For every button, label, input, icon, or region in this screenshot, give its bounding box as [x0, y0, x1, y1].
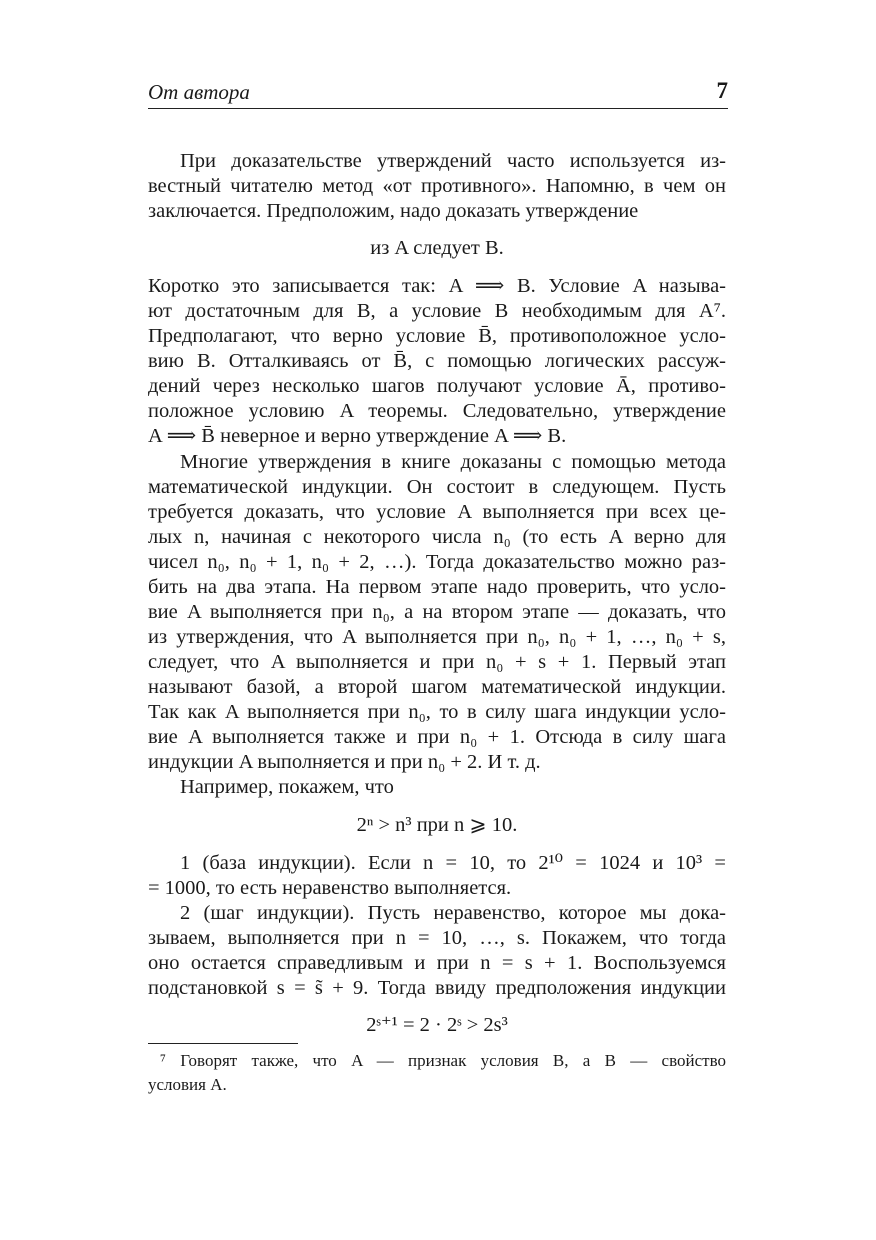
text-line: дений через несколько шагов получают условие Ā, противо- — [148, 375, 726, 397]
text-line: Предполагают, что верно условие B̄, противоположное усло- — [148, 325, 726, 347]
text-line: заключается. Предположим, надо доказать утверждение — [148, 200, 639, 222]
text-line: = 1000, то есть неравенство выполняется. — [148, 877, 512, 899]
text-line: вие A выполняется при n₀, а на втором этапе — доказать, что — [148, 601, 726, 623]
text-line: При доказательстве утверждений часто используется из- — [180, 150, 726, 172]
text-line: ют достаточным для B, а условие B необходимым для A⁷. — [148, 300, 726, 322]
footnote-line: условия A. — [148, 1075, 227, 1094]
text-line: индукции A выполняется и при n₀ + 2. И т. д. — [148, 751, 541, 773]
display-formula: 2ⁿ > n³ при n ⩾ 10. — [356, 814, 518, 836]
text-line: чисел n₀, n₀ + 1, n₀ + 2, …). Тогда доказательство можно раз- — [148, 551, 726, 573]
text-line: оно остается справедливым и при n = s + 1. Воспользуемся — [148, 952, 726, 974]
text-line: 1 (база индукции). Если n = 10, то 2¹⁰ = 1024 и 10³ = — [180, 852, 726, 874]
display-formula: 2ˢ⁺¹ = 2 · 2ˢ > 2s³ — [366, 1014, 508, 1036]
text-line: называют базой, а второй шагом математической индукции. — [148, 676, 726, 698]
text-line: вию B. Отталкиваясь от B̄, с помощью логических рассуж- — [148, 350, 726, 372]
text-line: Коротко это записывается так: A ⟹ B. Условие A называ- — [148, 275, 726, 297]
footnote-line: ⁷ Говорят также, что A — признак условия B, а B — свойство — [160, 1051, 726, 1070]
footnote-rule — [148, 1043, 298, 1044]
text-line: лых n, начиная с некоторого числа n₀ (то есть A верно для — [148, 526, 726, 548]
display-formula: из A следует B. — [370, 237, 504, 259]
text-line: положное условию A теоремы. Следовательно, утверждение — [148, 400, 726, 422]
text-line: из утверждения, что A выполняется при n₀, n₀ + 1, …, n₀ + s, — [148, 626, 726, 648]
text-line: Так как A выполняется при n₀, то в силу шага индукции усло- — [148, 701, 726, 723]
text-line: требуется доказать, что условие A выполняется при всех це- — [148, 501, 726, 523]
text-line: Например, покажем, что — [180, 776, 394, 798]
text-line: 2 (шаг индукции). Пусть неравенство, которое мы дока- — [180, 902, 726, 924]
text-line: бить на два этапа. На первом этапе надо проверить, что усло- — [148, 576, 726, 598]
page-number: 7 — [716, 78, 728, 103]
running-header — [148, 78, 728, 109]
text-line: вестный читателю метод «от противного». Напомню, в чем он — [148, 175, 726, 197]
text-line: A ⟹ B̄ неверное и верно утверждение A ⟹ B. — [148, 425, 567, 447]
text-line: подстановкой s = s̃ + 9. Тогда ввиду предположения индукции — [148, 977, 726, 999]
text-line: Многие утверждения в книге доказаны с помощью метода — [180, 451, 726, 473]
text-line: математической индукции. Он состоит в следующем. Пусть — [148, 476, 726, 498]
running-title: От автора — [148, 80, 250, 104]
text-line: вие A выполняется также и при n₀ + 1. Отсюда в силу шага — [148, 726, 726, 748]
text-line: зываем, выполняется при n = 10, …, s. Покажем, что тогда — [148, 927, 726, 949]
text-line: следует, что A выполняется и при n₀ + s + 1. Первый этап — [148, 651, 726, 673]
